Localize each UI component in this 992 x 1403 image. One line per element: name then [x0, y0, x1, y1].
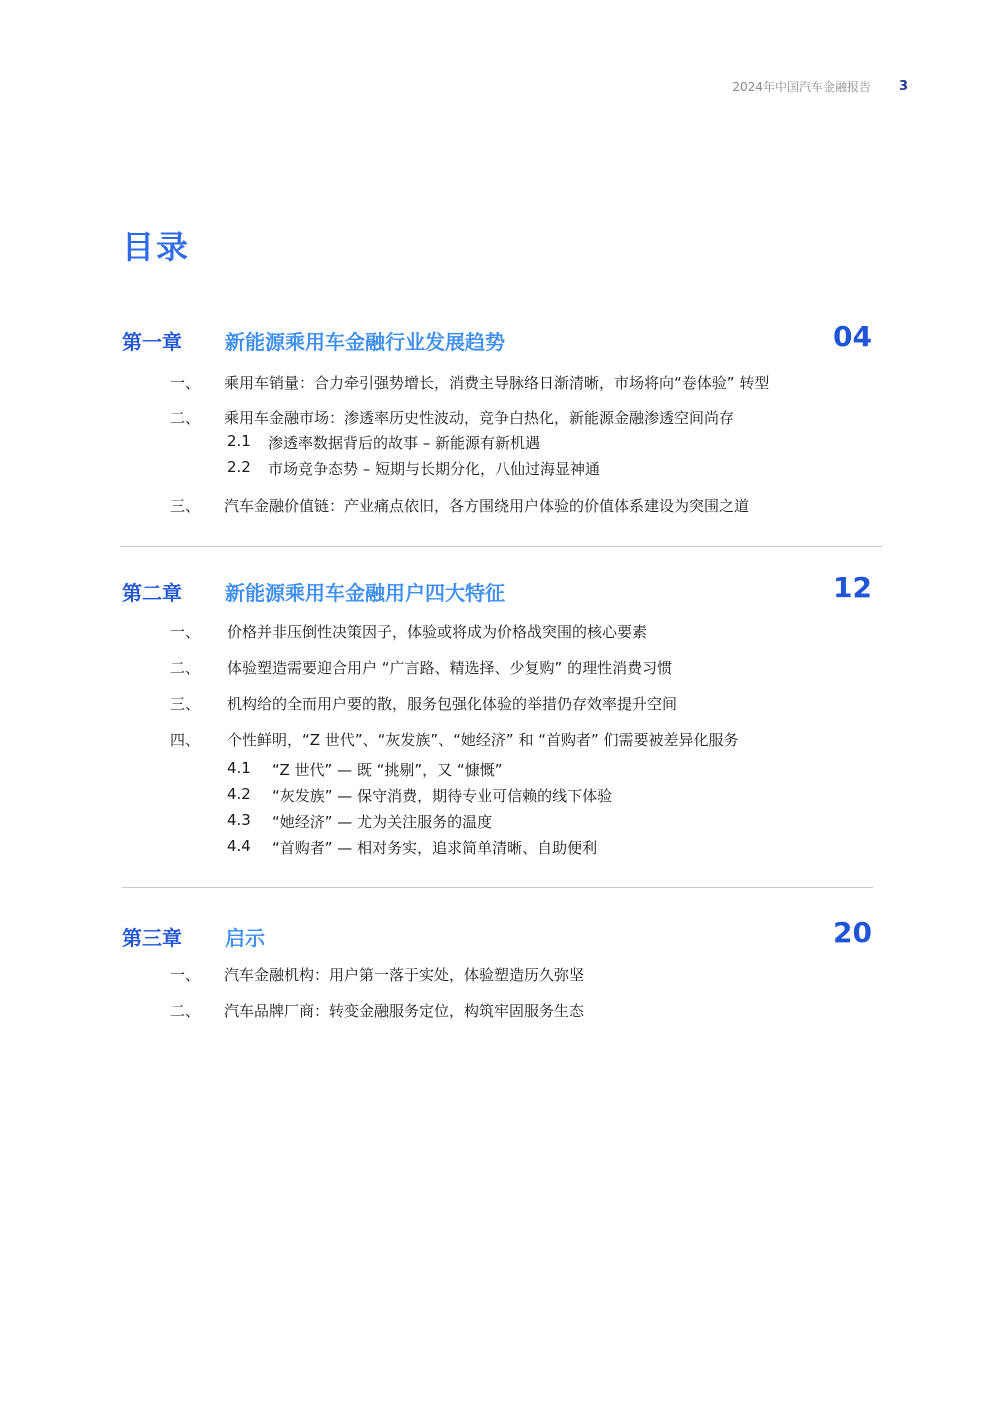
toc-item-text: 价格并非压倒性决策因子，体验或将成为价格战突围的核心要素 — [227, 623, 648, 641]
toc-subitem-text: 市场竞争态势 – 短期与长期分化，八仙过海显神通 — [268, 460, 601, 478]
page-number: 3 — [898, 79, 908, 94]
chapter-2-page: 12 — [833, 571, 872, 604]
toc-subitem-4-3[interactable] — [122, 808, 872, 834]
toc-item-text: 乘用车金融市场：渗透率历史性波动，竞争白热化，新能源金融渗透空间尚存 — [224, 409, 735, 427]
toc-item-number: 三、 — [170, 695, 201, 713]
toc-item-2-3[interactable] — [122, 689, 872, 715]
toc-item-text: 汽车金融价值链：产业痛点依旧，各方围绕用户体验的价值体系建设为突围之道 — [224, 497, 750, 515]
toc-item-2-2[interactable] — [122, 653, 872, 679]
toc-item-1-2[interactable] — [122, 403, 872, 429]
toc-subitem-number: 2.2 — [227, 458, 251, 476]
chapter-2 — [122, 569, 872, 860]
toc-subitem-text: “首购者” — 相对务实，追求简单清晰、自助便利 — [272, 839, 598, 857]
toc-subitem-text: “Z 世代” — 既 “挑剔”，又 “慷慨” — [272, 761, 503, 779]
toc-item-text: 机构给的全而用户要的散，服务包强化体验的举措仍存效率提升空间 — [227, 695, 678, 713]
report-title: 2024年中国汽车金融报告 — [732, 80, 871, 94]
toc-subitem-2-2[interactable] — [122, 455, 872, 481]
chapter-1-label: 第一章 — [122, 330, 182, 354]
chapter-2-heading[interactable] — [122, 569, 872, 609]
toc-item-number: 一、 — [170, 966, 201, 984]
toc-subitem-number: 4.2 — [227, 785, 251, 803]
toc-title: 目录 — [122, 228, 191, 266]
toc-item-3-2[interactable] — [122, 996, 872, 1022]
toc-item-text: 汽车品牌厂商：转变金融服务定位，构筑牢固服务生态 — [224, 1002, 585, 1020]
toc-subitem-number: 4.4 — [227, 837, 251, 855]
chapter-divider — [120, 546, 882, 547]
toc-subitem-text: “她经济” — 尤为关注服务的温度 — [272, 813, 493, 831]
chapter-3 — [122, 914, 872, 1022]
toc-subitem-4-1[interactable] — [122, 756, 872, 782]
toc-subitem-text: 渗透率数据背后的故事 – 新能源有新机遇 — [268, 434, 541, 452]
toc-item-number: 二、 — [170, 1002, 201, 1020]
toc-item-text: 体验塑造需要迎合用户 “广言路、精选择、少复购” 的理性消费习惯 — [227, 659, 673, 677]
chapter-3-heading[interactable] — [122, 914, 872, 954]
chapter-3-title: 启示 — [225, 926, 265, 950]
chapter-2-label: 第二章 — [122, 581, 182, 605]
toc-item-text: 个性鲜明，“Z 世代”、“灰发族”、“她经济” 和 “首购者” 们需要被差异化服务 — [227, 731, 739, 749]
toc-item-number: 一、 — [170, 623, 201, 641]
chapter-3-label: 第三章 — [122, 926, 182, 950]
chapter-1-title: 新能源乘用车金融行业发展趋势 — [225, 330, 505, 354]
toc-item-number: 四、 — [170, 731, 201, 749]
toc-subitem-number: 4.1 — [227, 759, 251, 777]
toc-item-number: 二、 — [170, 409, 201, 427]
chapter-2-title: 新能源乘用车金融用户四大特征 — [225, 581, 505, 605]
toc-subitem-text: “灰发族” — 保守消费，期待专业可信赖的线下体验 — [272, 787, 613, 805]
toc-item-number: 一、 — [170, 374, 201, 392]
toc-item-number: 三、 — [170, 497, 201, 515]
chapter-3-page: 20 — [833, 916, 872, 949]
page-header — [732, 78, 908, 95]
chapter-1-heading[interactable] — [122, 318, 872, 358]
toc-subitem-2-1[interactable] — [122, 429, 872, 455]
toc-subitem-4-4[interactable] — [122, 834, 872, 860]
toc-item-2-1[interactable] — [122, 617, 872, 643]
chapter-1-page: 04 — [833, 320, 872, 353]
toc-item-text: 汽车金融机构：用户第一落于实处，体验塑造历久弥坚 — [224, 966, 585, 984]
chapter-divider — [122, 887, 873, 888]
toc-item-1-1[interactable] — [122, 368, 872, 394]
toc-subitem-4-2[interactable] — [122, 782, 872, 808]
toc-item-number: 二、 — [170, 659, 201, 677]
toc-item-2-4[interactable] — [122, 725, 872, 751]
toc-subitem-number: 4.3 — [227, 811, 251, 829]
toc-item-text: 乘用车销量：合力牵引强势增长，消费主导脉络日渐清晰，市场将向“卷体验” 转型 — [224, 374, 770, 392]
toc-item-3-1[interactable] — [122, 960, 872, 986]
toc-subitem-number: 2.1 — [227, 432, 251, 450]
toc-item-1-3[interactable] — [122, 491, 872, 517]
chapter-1 — [122, 318, 872, 517]
